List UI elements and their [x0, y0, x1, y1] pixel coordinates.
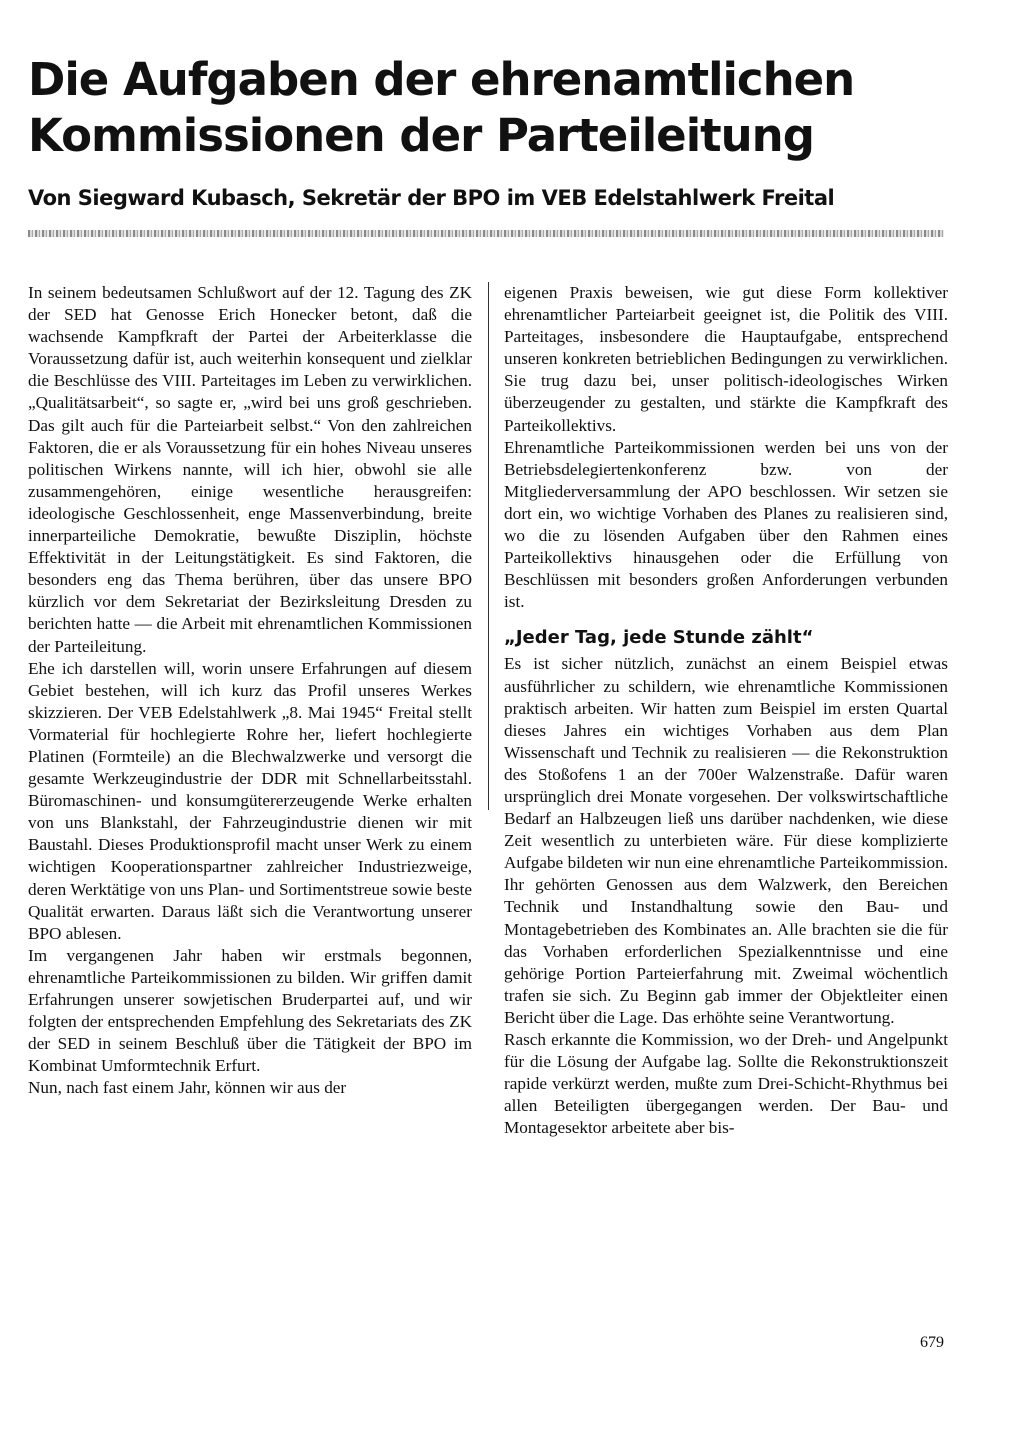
- section-heading: „Jeder Tag, jede Stunde zählt“: [504, 627, 814, 649]
- paragraph: Im vergangenen Jahr haben wir erstmals begonnen, ehrenamtliche Parteikommissionen zu bilden. Wir griffen damit Erfahrungen unserer sowjetischen Bruderpartei auf, und wir folgten der entsprechenden Empfehlung des Sekretariats des ZK der SED in seinem Beschluß über die Tätigkeit der BPO im Kombinat Umformtechnik Erfurt.: [28, 945, 472, 1076]
- header-divider: [28, 230, 944, 237]
- paragraph: Ehe ich darstellen will, worin unsere Erfahrungen auf diesem Gebiet bestehen, will ich kurz das Profil unseres Werkes skizzieren. Der VEB Edelstahlwerk „8. Mai 1945“ Freital stellt Vormaterial für hochlegierte Rohre her, liefert hochlegierte Platinen (Formteile) an die Blechwalzwerke und versorgt die gesamte Werkzeugindustrie der DDR mit Schnellarbeitsstahl. Büromaschinen- und konsumgütererzeugende Werke erhalten von uns Blankstahl, der Fahrzeugindustrie dienen wir mit Baustahl. Dieses Produktionsprofil macht unser Werk zu einem wichtigen Kooperationspartner zahlreicher Industriezweige, deren Werktätige von uns Plan- und Sortimentstreue sowie beste Qualität erwarten. Daraus läßt sich die Verantwortung unserer BPO ablesen.: [28, 658, 472, 943]
- article-subtitle: Von Siegward Kubasch, Sekretär der BPO im VEB Edelstahlwerk Freital: [28, 186, 835, 210]
- paragraph: Ehrenamtliche Parteikommissionen werden bei uns von der Betriebsdelegiertenkonferenz bzw. von der Mitgliederversammlung der APO beschlossen. Wir setzen sie dort ein, wo wichtige Vorhaben des Planes zu realisieren sind, wo die zu lösenden Aufgaben über den Rahmen eines Parteikollektivs hinausgehen oder die Erfüllung von Beschlüssen mit besonders großen Anforderungen verbunden ist.: [504, 437, 948, 612]
- paragraph: Es ist sicher nützlich, zunächst an einem Beispiel etwas ausführlicher zu schildern, wie ehrenamtliche Kommissionen praktisch arbeiten. Wir hatten zum Beispiel im ersten Quartal dieses Jahres ein wichtiges Vorhaben aus dem Plan Wissenschaft und Technik zu realisieren — die Rekonstruktion des Stoßofens 1 an der 700er Walzenstraße. Dafür waren ursprünglich drei Monate vorgesehen. Der volkswirtschaftliche Bedarf an Halbzeugen ließ uns darüber nachdenken, wie diese Zeit wesentlich zu unterbieten wäre. Für diese komplizierte Aufgabe bildeten wir nun eine ehrenamtliche Parteikommission. Ihr gehörten Genossen aus dem Walzwerk, den Bereichen Technik und Instandhaltung sowie den Bau- und Montagebetrieben des Kombinates an. Alle brachten sie die für das Vorhaben erforderlichen Spezialkenntnisse und eine gehörige Portion Parteierfahrung mit. Zweimal wöchentlich trafen sie sich. Zu Beginn gab immer der Objektleiter einen Bericht über die Lage. Das erhöhte seine Verantwortung.: [504, 654, 948, 1027]
- paragraph: Nun, nach fast einem Jahr, können wir aus der: [28, 1078, 347, 1098]
- page-number: 679: [920, 1334, 944, 1351]
- left-column: [28, 282, 472, 1099]
- paragraph: In seinem bedeutsamen Schlußwort auf der 12. Tagung des ZK der SED hat Genosse Erich Honecker betont, daß die wachsende Kampfkraft der Partei der Arbeiterklasse die Voraussetzung dafür ist, auch weiterhin konsequent und zielklar die Beschlüsse des VIII. Parteitages im Leben zu verwirklichen. „Qualitätsarbeit“, so sagte er, „wird bei uns groß geschrieben. Das gilt auch für die Parteiarbeit selbst.“ Von den zahlreichen Faktoren, die er als Voraussetzung für ein hohes Niveau unseres politischen Wirkens nannte, will ich hier, obwohl sie alle zusammengehören, einige wesentliche herausgreifen: ideologische Geschlossenheit, enge Massenverbindung, breite innerparteiliche Demokratie, bewußte Disziplin, höchste Effektivität in der Leitungstätigkeit. Es sind Faktoren, die besonders eng das Thema berühren, über das unsere BPO kürzlich vor dem Sekretariat der Bezirksleitung Dresden zu berichten hatte — die Arbeit mit ehrenamtlichen Kommissionen der Parteileitung.: [28, 283, 472, 656]
- paragraph: Rasch erkannte die Kommission, wo der Dreh- und Angelpunkt für die Lösung der Aufgabe lag. Sollte die Rekonstruktionszeit rapide verkürzt werden, mußte zum Drei-Schicht-Rhythmus bei allen Beteiligten übergegangen werden. Der Bau- und Montagesektor arbeitete aber bis-: [504, 1030, 948, 1138]
- right-column: [504, 282, 948, 1139]
- article-title: Die Aufgaben der ehrenamtlichen Kommissionen der Parteileitung: [28, 53, 855, 162]
- column-divider: [488, 282, 489, 810]
- paragraph: eigenen Praxis beweisen, wie gut diese Form kollektiver ehrenamtlicher Parteiarbeit geeignet ist, die Politik des VIII. Parteitages, insbesondere die Hauptaufgabe, entsprechend unseren konkreten betrieblichen Bedingungen zu verwirklichen. Sie trug dazu bei, unser politisch-ideologisches Wirken überzeugender zu gestalten, und stärkte die Kampfkraft des Parteikollektivs.: [504, 283, 948, 435]
